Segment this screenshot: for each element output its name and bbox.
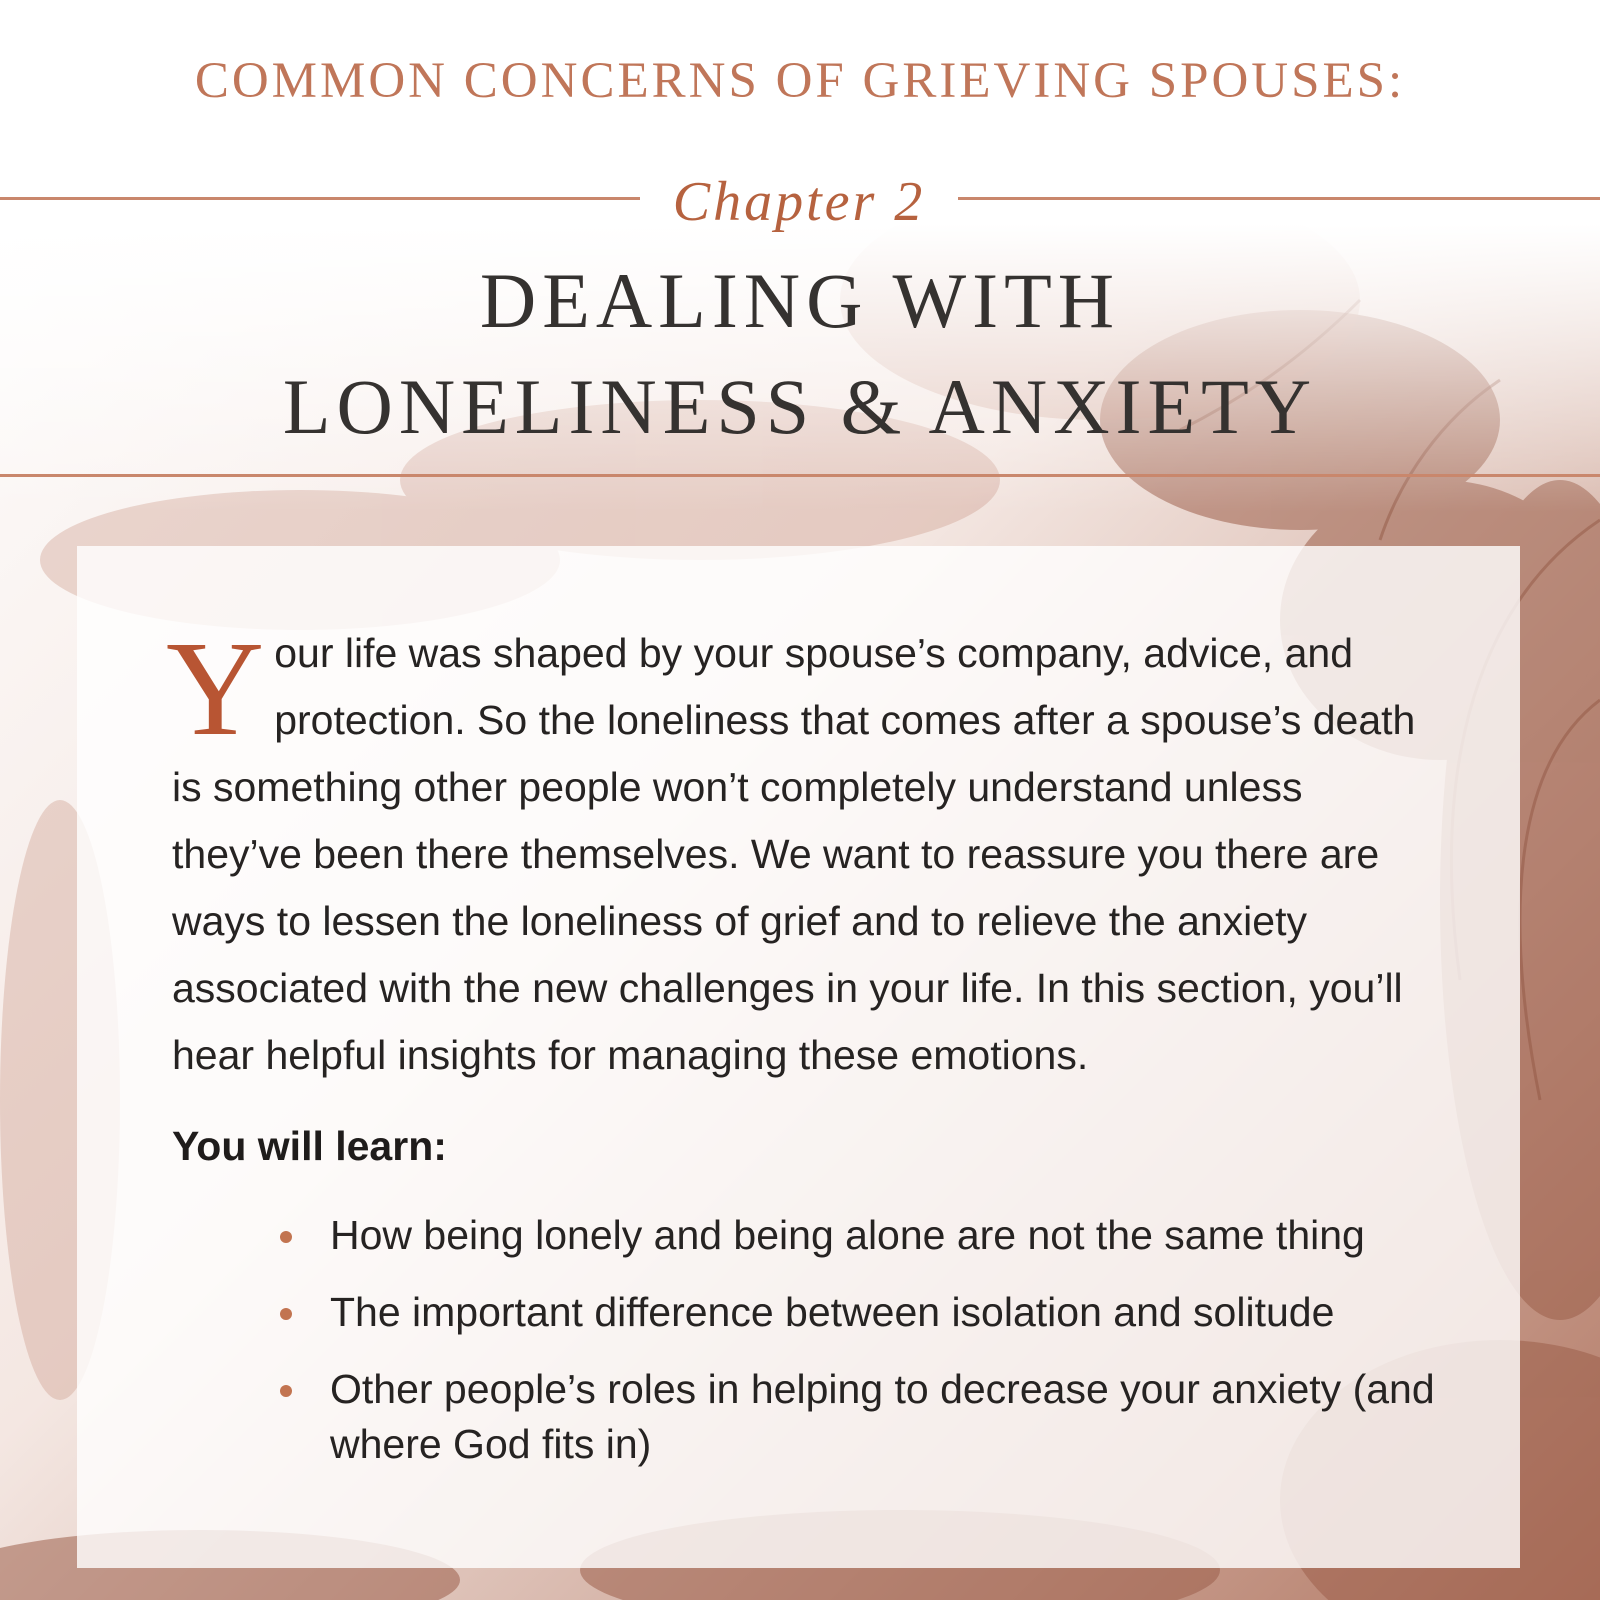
bullet-icon: [280, 1385, 292, 1397]
series-title: COMMON CONCERNS OF GRIEVING SPOUSES:: [194, 53, 1406, 109]
list-item-text: The important difference between isolation and solitude: [330, 1289, 1335, 1335]
chapter-title-line-2: LONELINESS & ANXIETY: [282, 363, 1318, 450]
bullet-icon: [280, 1308, 292, 1320]
learn-heading: You will learn:: [172, 1123, 447, 1169]
bullet-icon: [280, 1231, 292, 1243]
header-rule-left: [0, 197, 640, 200]
list-item-text: How being lonely and being alone are not the same thing: [330, 1212, 1365, 1258]
list-item: [278, 1285, 1438, 1340]
header-rule-right: [958, 197, 1600, 200]
drop-cap: Y: [166, 614, 265, 764]
intro-text: our life was shaped by your spouse’s company, advice, and protection. So the loneliness that comes after a spouse’s death is something other people won’t completely understand unless they’ve been there themselves. We want to reassure you there are ways to lessen the loneliness of grief and to relieve the anxiety associated with the new challenges in your life. In this section, you’ll hear helpful insights for managing these emotions.: [172, 630, 1416, 1078]
learn-list: [278, 1208, 1438, 1494]
list-item: [278, 1362, 1438, 1472]
list-item: [278, 1208, 1438, 1263]
intro-paragraph: [166, 614, 1442, 1089]
chapter-title-line-1: DEALING WITH: [479, 257, 1121, 344]
chapter-label: Chapter 2: [672, 171, 926, 233]
chapter-title: [0, 248, 1600, 460]
list-item-text: Other people’s roles in helping to decrease your anxiety (and where God fits in): [330, 1366, 1435, 1467]
title-rule-bottom: [0, 474, 1600, 477]
